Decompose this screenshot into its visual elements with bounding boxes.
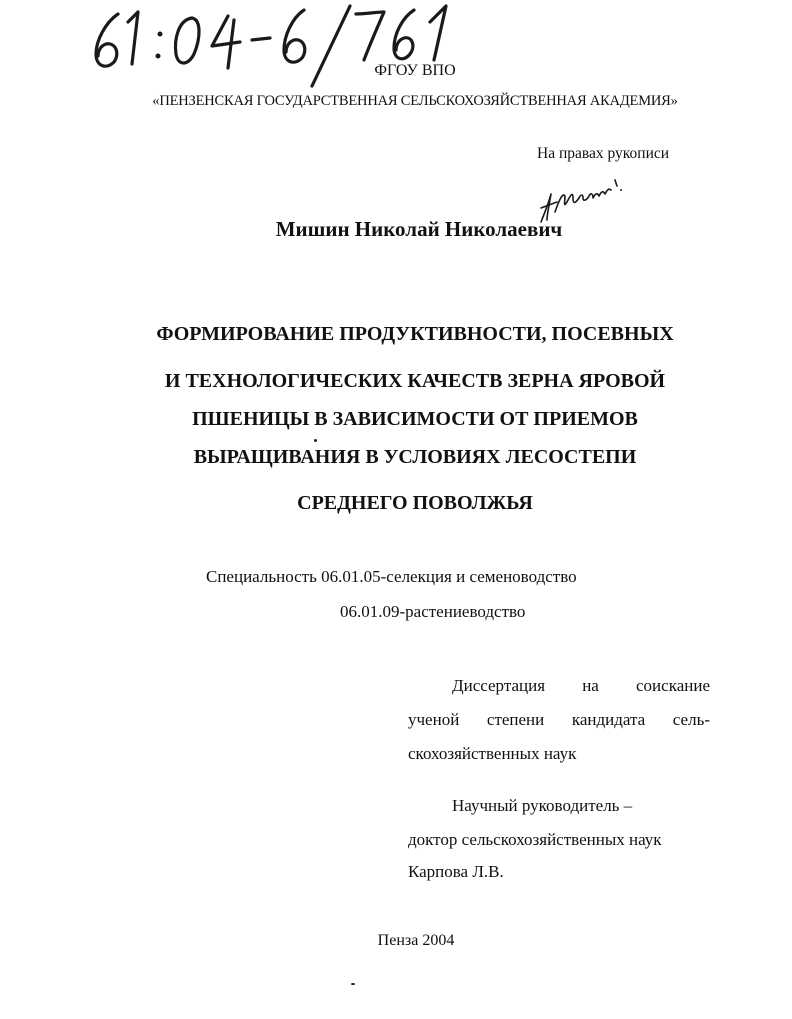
title-line-3: ПШЕНИЦЫ В ЗАВИСИМОСТИ ОТ ПРИЕМОВ (192, 408, 638, 430)
title-line-5: СРЕДНЕГО ПОВОЛЖЬЯ (297, 492, 533, 514)
dissertation-line-1: Диссертация на соискание (452, 676, 710, 695)
specialty-line-2: 06.01.09-растениеводство (340, 602, 526, 621)
specialty-line-1: Специальность 06.01.05-селекция и семеноводство (206, 567, 577, 586)
title-line-4: ВЫРАЩИВАНИЯ В УСЛОВИЯХ ЛЕСОСТЕПИ (193, 446, 637, 468)
title-line-2: И ТЕХНОЛОГИЧЕСКИХ КАЧЕСТВ ЗЕРНА ЯРОВОЙ (164, 370, 666, 392)
city-and-year: Пенза 2004 (377, 932, 455, 949)
organization-full-name: «ПЕНЗЕНСКАЯ ГОСУДАРСТВЕННАЯ СЕЛЬСКОХОЗЯЙСТВЕННАЯ АКАДЕМИЯ» (152, 93, 678, 109)
supervisor-line-3: Карпова Л.В. (408, 862, 504, 881)
title-line-1: ФОРМИРОВАНИЕ ПРОДУКТИВНОСТИ, ПОСЕВНЫХ (156, 323, 674, 345)
scan-speck (314, 439, 317, 442)
manuscript-rights-note: На правах рукописи (537, 145, 670, 162)
scan-speck-bottom (351, 983, 355, 985)
supervisor-line-1: Научный руководитель – (452, 796, 633, 815)
author-name: Мишин Николай Николаевич (275, 217, 563, 241)
organization-short-name: ФГОУ ВПО (374, 62, 456, 79)
dissertation-line-2: ученой степени кандидата сель- (408, 710, 710, 729)
supervisor-line-2: доктор сельскохозяйственных наук (408, 830, 662, 849)
dissertation-line-3: скохозяйственных наук (408, 744, 577, 763)
